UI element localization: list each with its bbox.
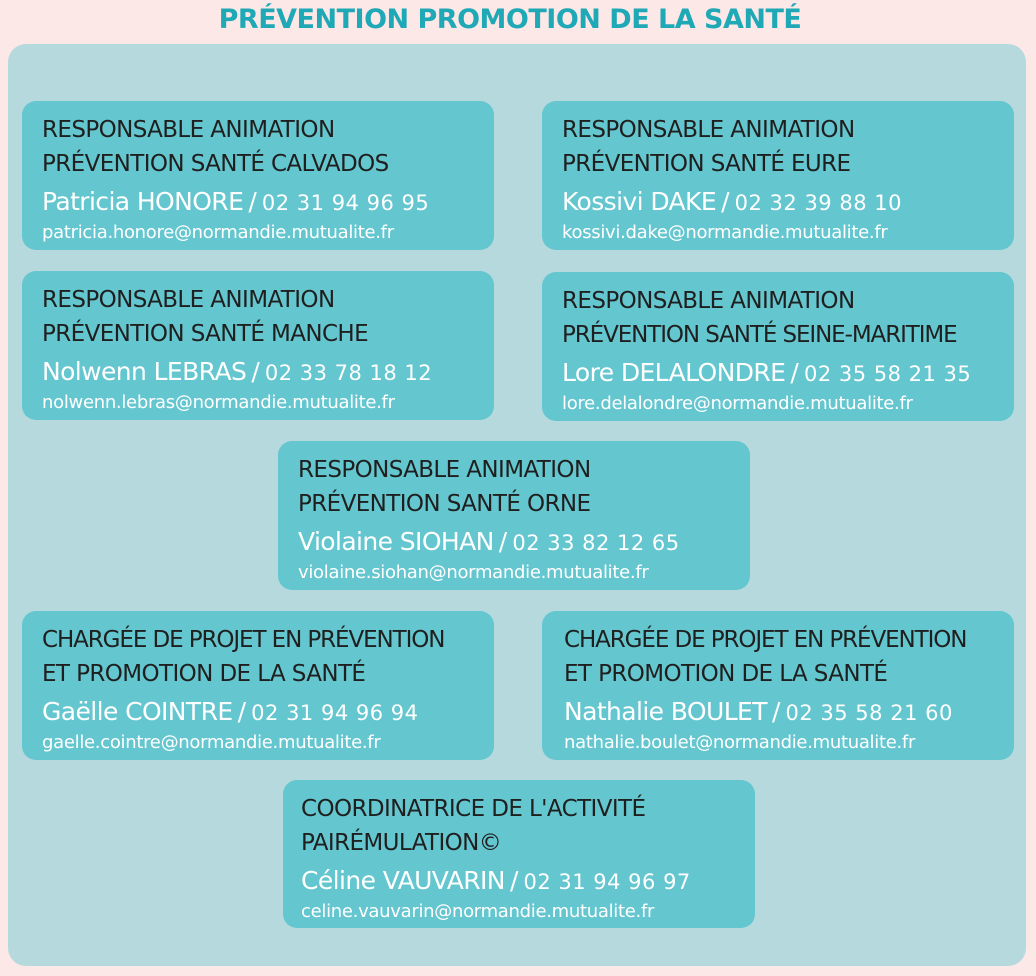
contact-card-manche — [22, 271, 494, 420]
separator: / — [251, 357, 260, 386]
role-title-line2: PRÉVENTION SANTÉ SEINE-MARITIME — [562, 322, 957, 348]
role-title-line1: COORDINATRICE DE L'ACTIVITÉ — [301, 796, 646, 822]
separator: / — [237, 697, 247, 726]
role-title-line2: ET PROMOTION DE LA SANTÉ — [564, 661, 888, 687]
phone-number: 02 32 39 88 10 — [734, 191, 902, 215]
role-title-line2: PRÉVENTION SANTÉ ORNE — [298, 491, 591, 517]
contact-name-phone — [298, 525, 750, 562]
role-title-line2: PRÉVENTION SANTÉ EURE — [562, 151, 851, 177]
separator: / — [721, 187, 730, 216]
contact-name-phone — [42, 355, 494, 392]
role-title-line1: CHARGÉE DE PROJET EN PRÉVENTION — [42, 627, 445, 653]
separator: / — [790, 358, 799, 387]
phone-number: 02 35 58 21 35 — [803, 362, 972, 386]
email-address: nathalie.boulet@normandie.mutualite.fr — [564, 732, 916, 753]
contact-name: Nathalie BOULET — [564, 697, 767, 726]
contact-name: Lore DELALONDRE — [562, 358, 786, 387]
separator: / — [771, 697, 781, 726]
email-address: lore.delalondre@normandie.mutualite.fr — [562, 393, 913, 414]
role-title-line1: RESPONSABLE ANIMATION — [562, 117, 855, 143]
contact-name: Gaëlle COINTRE — [42, 697, 233, 726]
role-title-line2: PRÉVENTION SANTÉ CALVADOS — [42, 151, 389, 177]
phone-number: 02 31 94 96 97 — [523, 870, 691, 894]
contact-name: Violaine SIOHAN — [298, 527, 494, 556]
role-title-line1: RESPONSABLE ANIMATION — [42, 117, 335, 143]
contact-card-calvados — [22, 101, 494, 250]
contact-card-project-boulet — [542, 611, 1014, 760]
separator: / — [509, 866, 519, 895]
email-address: patricia.honore@normandie.mutualite.fr — [42, 222, 394, 243]
email-address: kossivi.dake@normandie.mutualite.fr — [562, 222, 888, 243]
contact-card-project-cointre — [22, 611, 494, 760]
separator: / — [248, 187, 257, 216]
contact-card-orne — [278, 441, 750, 590]
contact-name-phone — [42, 185, 494, 222]
role-title-line2: PAIRÉMULATION© — [301, 830, 502, 856]
phone-number: 02 33 78 18 12 — [264, 361, 433, 385]
contact-name-phone — [42, 695, 494, 732]
email-address: celine.vauvarin@normandie.mutualite.fr — [301, 901, 655, 922]
separator: / — [498, 527, 508, 556]
contact-card-seine-maritime — [542, 272, 1014, 421]
contact-card-pairemulation — [283, 780, 755, 928]
contact-card-eure — [542, 101, 1014, 250]
phone-number: 02 31 94 96 95 — [261, 191, 430, 215]
email-address: nolwenn.lebras@normandie.mutualite.fr — [42, 392, 395, 413]
phone-number: 02 33 82 12 65 — [512, 531, 680, 555]
contact-name-phone — [301, 864, 755, 901]
role-title-line1: RESPONSABLE ANIMATION — [298, 457, 591, 483]
role-title-line2: ET PROMOTION DE LA SANTÉ — [42, 661, 366, 687]
phone-number: 02 31 94 96 94 — [251, 701, 419, 725]
contact-name: Nolwenn LEBRAS — [42, 357, 247, 386]
role-title-line1: RESPONSABLE ANIMATION — [562, 288, 855, 314]
contact-name: Céline VAUVARIN — [301, 866, 505, 895]
contact-name: Patricia HONORE — [42, 187, 244, 216]
phone-number: 02 35 58 21 60 — [785, 701, 953, 725]
contact-name-phone — [564, 695, 1014, 732]
page-title: PRÉVENTION PROMOTION DE LA SANTÉ — [218, 4, 802, 35]
role-title-line2: PRÉVENTION SANTÉ MANCHE — [42, 321, 369, 347]
email-address: violaine.siohan@normandie.mutualite.fr — [298, 562, 649, 583]
role-title-line1: CHARGÉE DE PROJET EN PRÉVENTION — [564, 627, 967, 653]
contact-name-phone — [562, 356, 1014, 393]
contact-name-phone — [562, 185, 1014, 222]
contact-name: Kossivi DAKE — [562, 187, 717, 216]
email-address: gaelle.cointre@normandie.mutualite.fr — [42, 732, 381, 753]
role-title-line1: RESPONSABLE ANIMATION — [42, 287, 335, 313]
